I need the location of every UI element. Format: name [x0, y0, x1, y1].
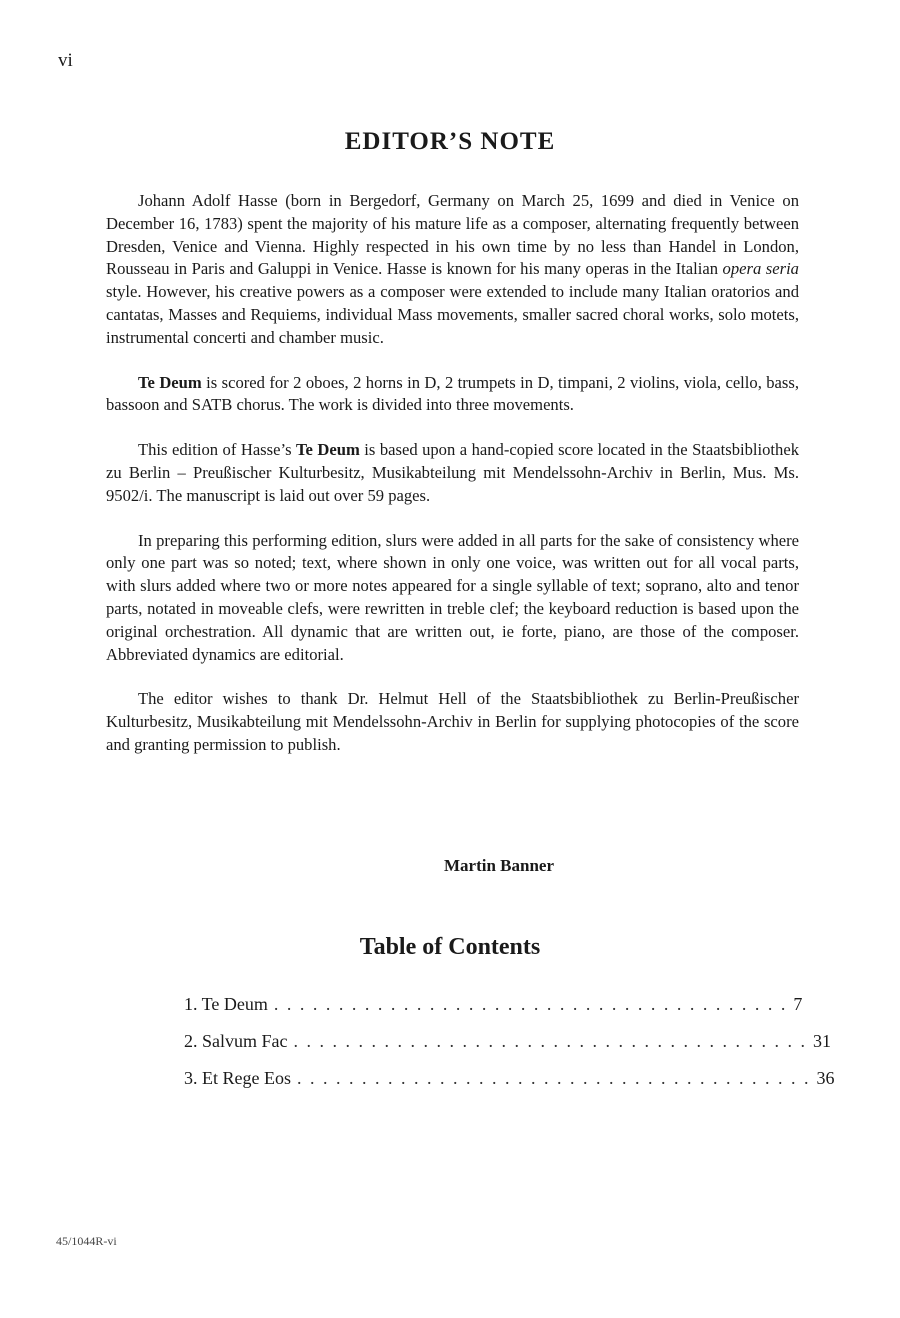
paragraph-source — [106, 439, 799, 507]
toc-entry-page: 7 — [793, 994, 803, 1014]
toc-entry-label: 1. Te Deum — [184, 994, 268, 1014]
work-title: Te Deum — [296, 440, 360, 460]
toc-leader-dots: . . . . . . . . . . . . . . . . . . . . . . . . . . . . . . . . . . . . . . . . — [293, 1031, 807, 1051]
paragraph-text: This edition of Hasse’s — [138, 440, 297, 460]
toc-entry[interactable] — [184, 1068, 835, 1105]
toc-leader-dots: . . . . . . . . . . . . . . . . . . . . . . . . . . . . . . . . . . . . . . . . — [296, 1068, 811, 1088]
italic-term: opera seria — [722, 259, 799, 279]
paragraph-text: is scored for 2 oboes, 2 horns in D, 2 trumpets in D, timpani, 2 violins, viola, cello, bass, bassoon and SATB chorus. The work is divided into three movements. — [106, 372, 799, 415]
toc-entry-page: 36 — [816, 1068, 835, 1088]
paragraph-text: is based upon a hand-copied score located in the Staatsbibliothek zu Berlin – Preußischer Kulturbesitz, Musikabteilung mit Mendelssohn-Archiv in Berlin, Mus. Ms. 9502/i. The manuscript is laid out over 59 pages. — [106, 440, 799, 505]
toc-leader-dots: . . . . . . . . . . . . . . . . . . . . . . . . . . . . . . . . . . . . . . . . — [273, 994, 788, 1014]
paragraph-biography — [106, 190, 799, 350]
table-of-contents — [184, 994, 835, 1105]
page-title: EDITOR’S NOTE — [344, 128, 556, 155]
page-number: vi — [58, 50, 73, 71]
editors-note-body — [106, 190, 799, 779]
editor-signature: Martin Banner — [444, 856, 555, 875]
toc-entry-label: 2. Salvum Fac — [184, 1031, 288, 1051]
paragraph-text: Johann Adolf Hasse (born in Bergedorf, Germany on March 25, 1699 and died in Venice on December 16, 1783) spent the majority of his mature life as a composer, alternating frequently between Dresden, Venice and Vienna. Highly respected in his own time by no less than Handel in London, Rousseau in Paris and Galuppi in Venice. Hasse is known for his many operas in the Italian — [106, 191, 799, 279]
paragraph-scoring — [106, 372, 799, 418]
work-title: Te Deum — [138, 372, 202, 392]
toc-entry-label: 3. Et Rege Eos — [184, 1068, 291, 1088]
toc-entry[interactable] — [184, 994, 803, 1031]
paragraph-editorial-method: In preparing this performing edition, slurs were added in all parts for the sake of consistency where only one part was so noted; text, where shown in only one voice, was written out for all vocal parts, with slurs added where two or more notes appeared for a single syllable of text; soprano, alto and tenor parts, notated in moveable clefs, were rewritten in treble clef; the keyboard reduction is based upon the original orchestration. All dynamic that are written out, ie forte, piano, are those of the composer. Abbreviated dynamics are editorial. — [106, 530, 799, 664]
toc-entry-page: 31 — [813, 1031, 831, 1051]
toc-entry[interactable] — [184, 1031, 831, 1068]
paragraph-acknowledgements: The editor wishes to thank Dr. Helmut Hell of the Staatsbibliothek zu Berlin-Preußischer Kulturbesitz, Musikabteilung mit Mendelssohn-Archiv in Berlin for supplying photocopies of the score and granting permission to publish. — [106, 689, 799, 754]
footer-catalog-code: 45/1044R-vi — [56, 1234, 117, 1248]
paragraph-text: style. However, his creative powers as a composer were extended to include many Italian oratorios and cantatas, Masses and Requiems, individual Mass movements, smaller sacred choral works, solo motets, instrumental concerti and chamber music. — [106, 282, 799, 347]
toc-title: Table of Contents — [359, 934, 541, 960]
